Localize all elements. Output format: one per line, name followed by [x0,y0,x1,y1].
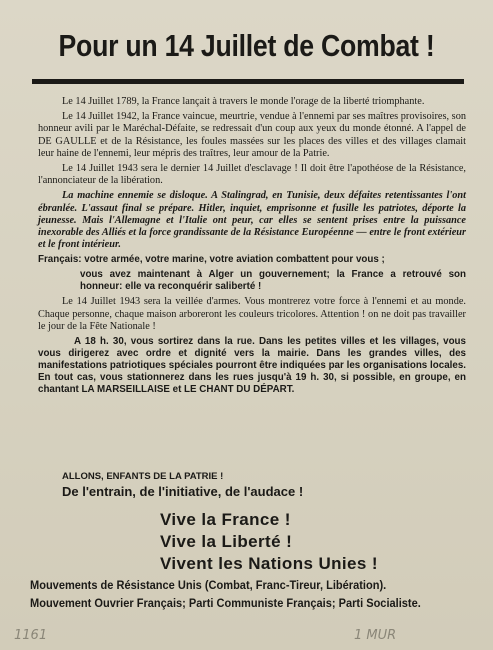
tract-title: Pour un 14 Juillet de Combat ! [58,28,435,63]
paragraph-1789: Le 14 Juillet 1789, la France lançait à travers le monde l'orage de la liberté triomphante. [62,96,425,107]
signatories-line-2: Mouvement Ouvrier Français; Parti Communiste Français; Parti Socialiste. [30,596,421,610]
archive-ref-left: 1161 [14,628,48,643]
title-rule [32,79,464,84]
vive-liberte: Vive la Liberté ! [160,532,293,551]
paragraph-1942: Le 14 Juillet 1942, la France vaincue, meurtrie, vendue à l'ennemi par ses maîtres provisoires, son honneur avili par le Maréchal-Défaite, se redressait d'un coup aux yeux du monde étonné. A l'appel de DE GAULLE et de la Résistance, les foules massées sur les places des villes et des villages clamait leur haine de l'ennemi, leur mépris des traîtres, leur amour de la Patrie. [38,111,466,159]
signatories-line-1: Mouvements de Résistance Unis (Combat, Franc-Tireur, Libération). [30,578,387,592]
tract-body [38,96,466,399]
paragraph-alger: vous avez maintenant à Alger un gouvernement; la France a retrouvé son honneur: elle va reconquérir saliberté ! [80,269,466,293]
entrain-line: De l'entrain, de l'initiative, de l'audace ! [62,484,304,499]
paragraph-veillee: Le 14 Juillet 1943 sera la veillée d'armes. Vous montrerez votre force à l'ennemi et au monde. Chaque personne, chaque maison arboreront les couleurs tricolores. Attention ! on ne doit pas travailler le jour de la Fête Nationale ! [38,296,466,332]
archive-ref-right: 1 MUR [354,628,397,643]
paragraph-1943: Le 14 Juillet 1943 sera le dernier 14 Juillet d'esclavage ! Il doit être l'apothéose de la Résistance, l'annonciateur de la libération. [38,163,466,187]
paragraph-machine: La machine ennemie se disloque. A Stalingrad, en Tunisie, deux défaites retentissantes l'ont ébranlée. L'assaut final se prépare. Hitler, inquiet, emprisonne et fusille les patriotes, déporte la jeunesse. Mais l'Allemagne et l'Italie ont peur, car elles se sentent prises entre la puissance inexorable des Alliés et la force grandissante de la Résistance Européenne — entre le front extérieur et le front intérieur. [38,190,466,251]
allons-line: ALLONS, ENFANTS DE LA PATRIE ! [62,471,224,482]
vivent-nations-unies: Vivent les Nations Unies ! [160,554,378,573]
paragraph-francais: Français: votre armée, votre marine, votre aviation combattent pour vous ; [38,254,385,266]
vive-france: Vive la France ! [160,510,291,529]
paragraph-instructions: A 18 h. 30, vous sortirez dans la rue. Dans les petites villes et les villages, vous vous dirigerez avec ordre et dignité vers la mairie. Dans les grandes villes, des manifestations patriotiques spéciales pourront être indiquées par les organisations locales. En tout cas, vous stationnerez dans les rues jusqu'à 19 h. 30, si possible, en groupe, en chantant LA MARSEILLAISE et LE CHANT DU DÉPART. [38,336,466,396]
